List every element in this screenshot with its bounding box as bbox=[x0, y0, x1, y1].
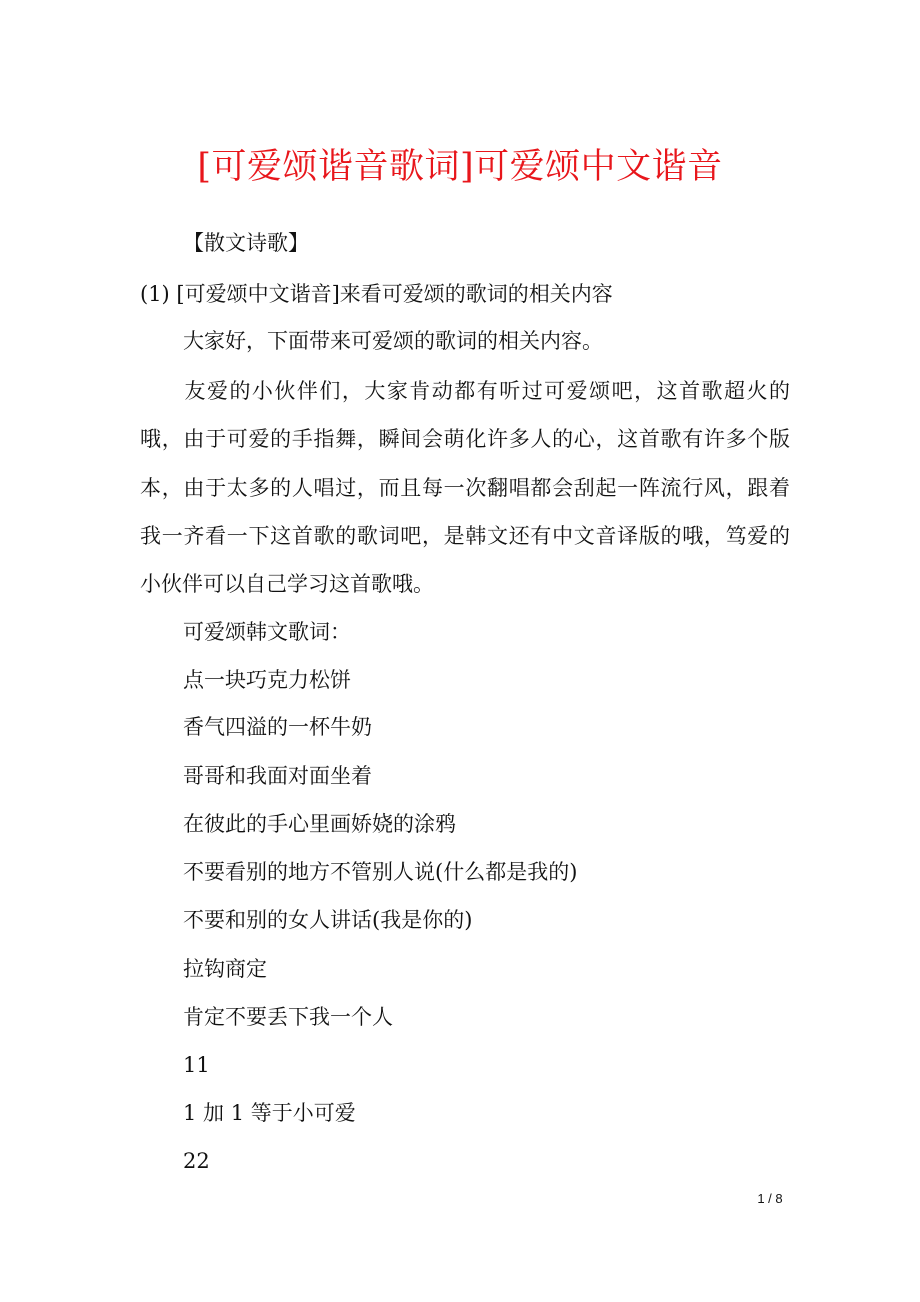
lyric-line: 拉钩商定 bbox=[183, 957, 267, 981]
lyric-line: 1 加 1 等于小可爱 bbox=[183, 1101, 356, 1125]
lyric-line: 香气四溢的一杯牛奶 bbox=[183, 715, 372, 739]
document-title: [可爱颂谐音歌词]可爱颂中文谐音 bbox=[197, 147, 723, 187]
lyrics-heading: 可爱颂韩文歌词： bbox=[183, 620, 351, 644]
lyric-line: 肯定不要丢下我一个人 bbox=[183, 1005, 393, 1029]
lyric-line: 点一块巧克力松饼 bbox=[183, 668, 351, 692]
intro-text: 大家好，下面带来可爱颂的歌词的相关内容。 bbox=[183, 329, 603, 353]
section-heading: (1) [可爱颂中文谐音]来看可爱颂的歌词的相关内容 bbox=[140, 282, 613, 306]
lyric-line: 哥哥和我面对面坐着 bbox=[183, 764, 372, 788]
lyric-line: 不要和别的女人讲话(我是你的) bbox=[183, 908, 473, 932]
lyric-line: 11 bbox=[183, 1053, 210, 1077]
body-paragraph bbox=[140, 367, 790, 608]
lyric-line: 22 bbox=[183, 1149, 210, 1173]
lyric-line: 在彼此的手心里画娇娆的涂鸦 bbox=[183, 812, 456, 836]
page-number: 1 / 8 bbox=[757, 1191, 783, 1206]
body-paragraph-text: 友爱的小伙伴们，大家肯动都有听过可爱颂吧，这首歌超火的哦，由于可爱的手指舞，瞬间会萌化许多人的心，这首歌有许多个版本，由于太多的人唱过，而且每一次翻唱都会刮起一阵流行风，跟着我一齐看一下这首歌的歌词吧，是韩文还有中文音译版的哦，笃爱的小伙伴可以自己学习这首歌哦。 bbox=[140, 379, 790, 597]
category-label: 【散文诗歌】 bbox=[183, 231, 309, 255]
lyric-line: 不要看别的地方不管别人说(什么都是我的) bbox=[183, 860, 578, 884]
